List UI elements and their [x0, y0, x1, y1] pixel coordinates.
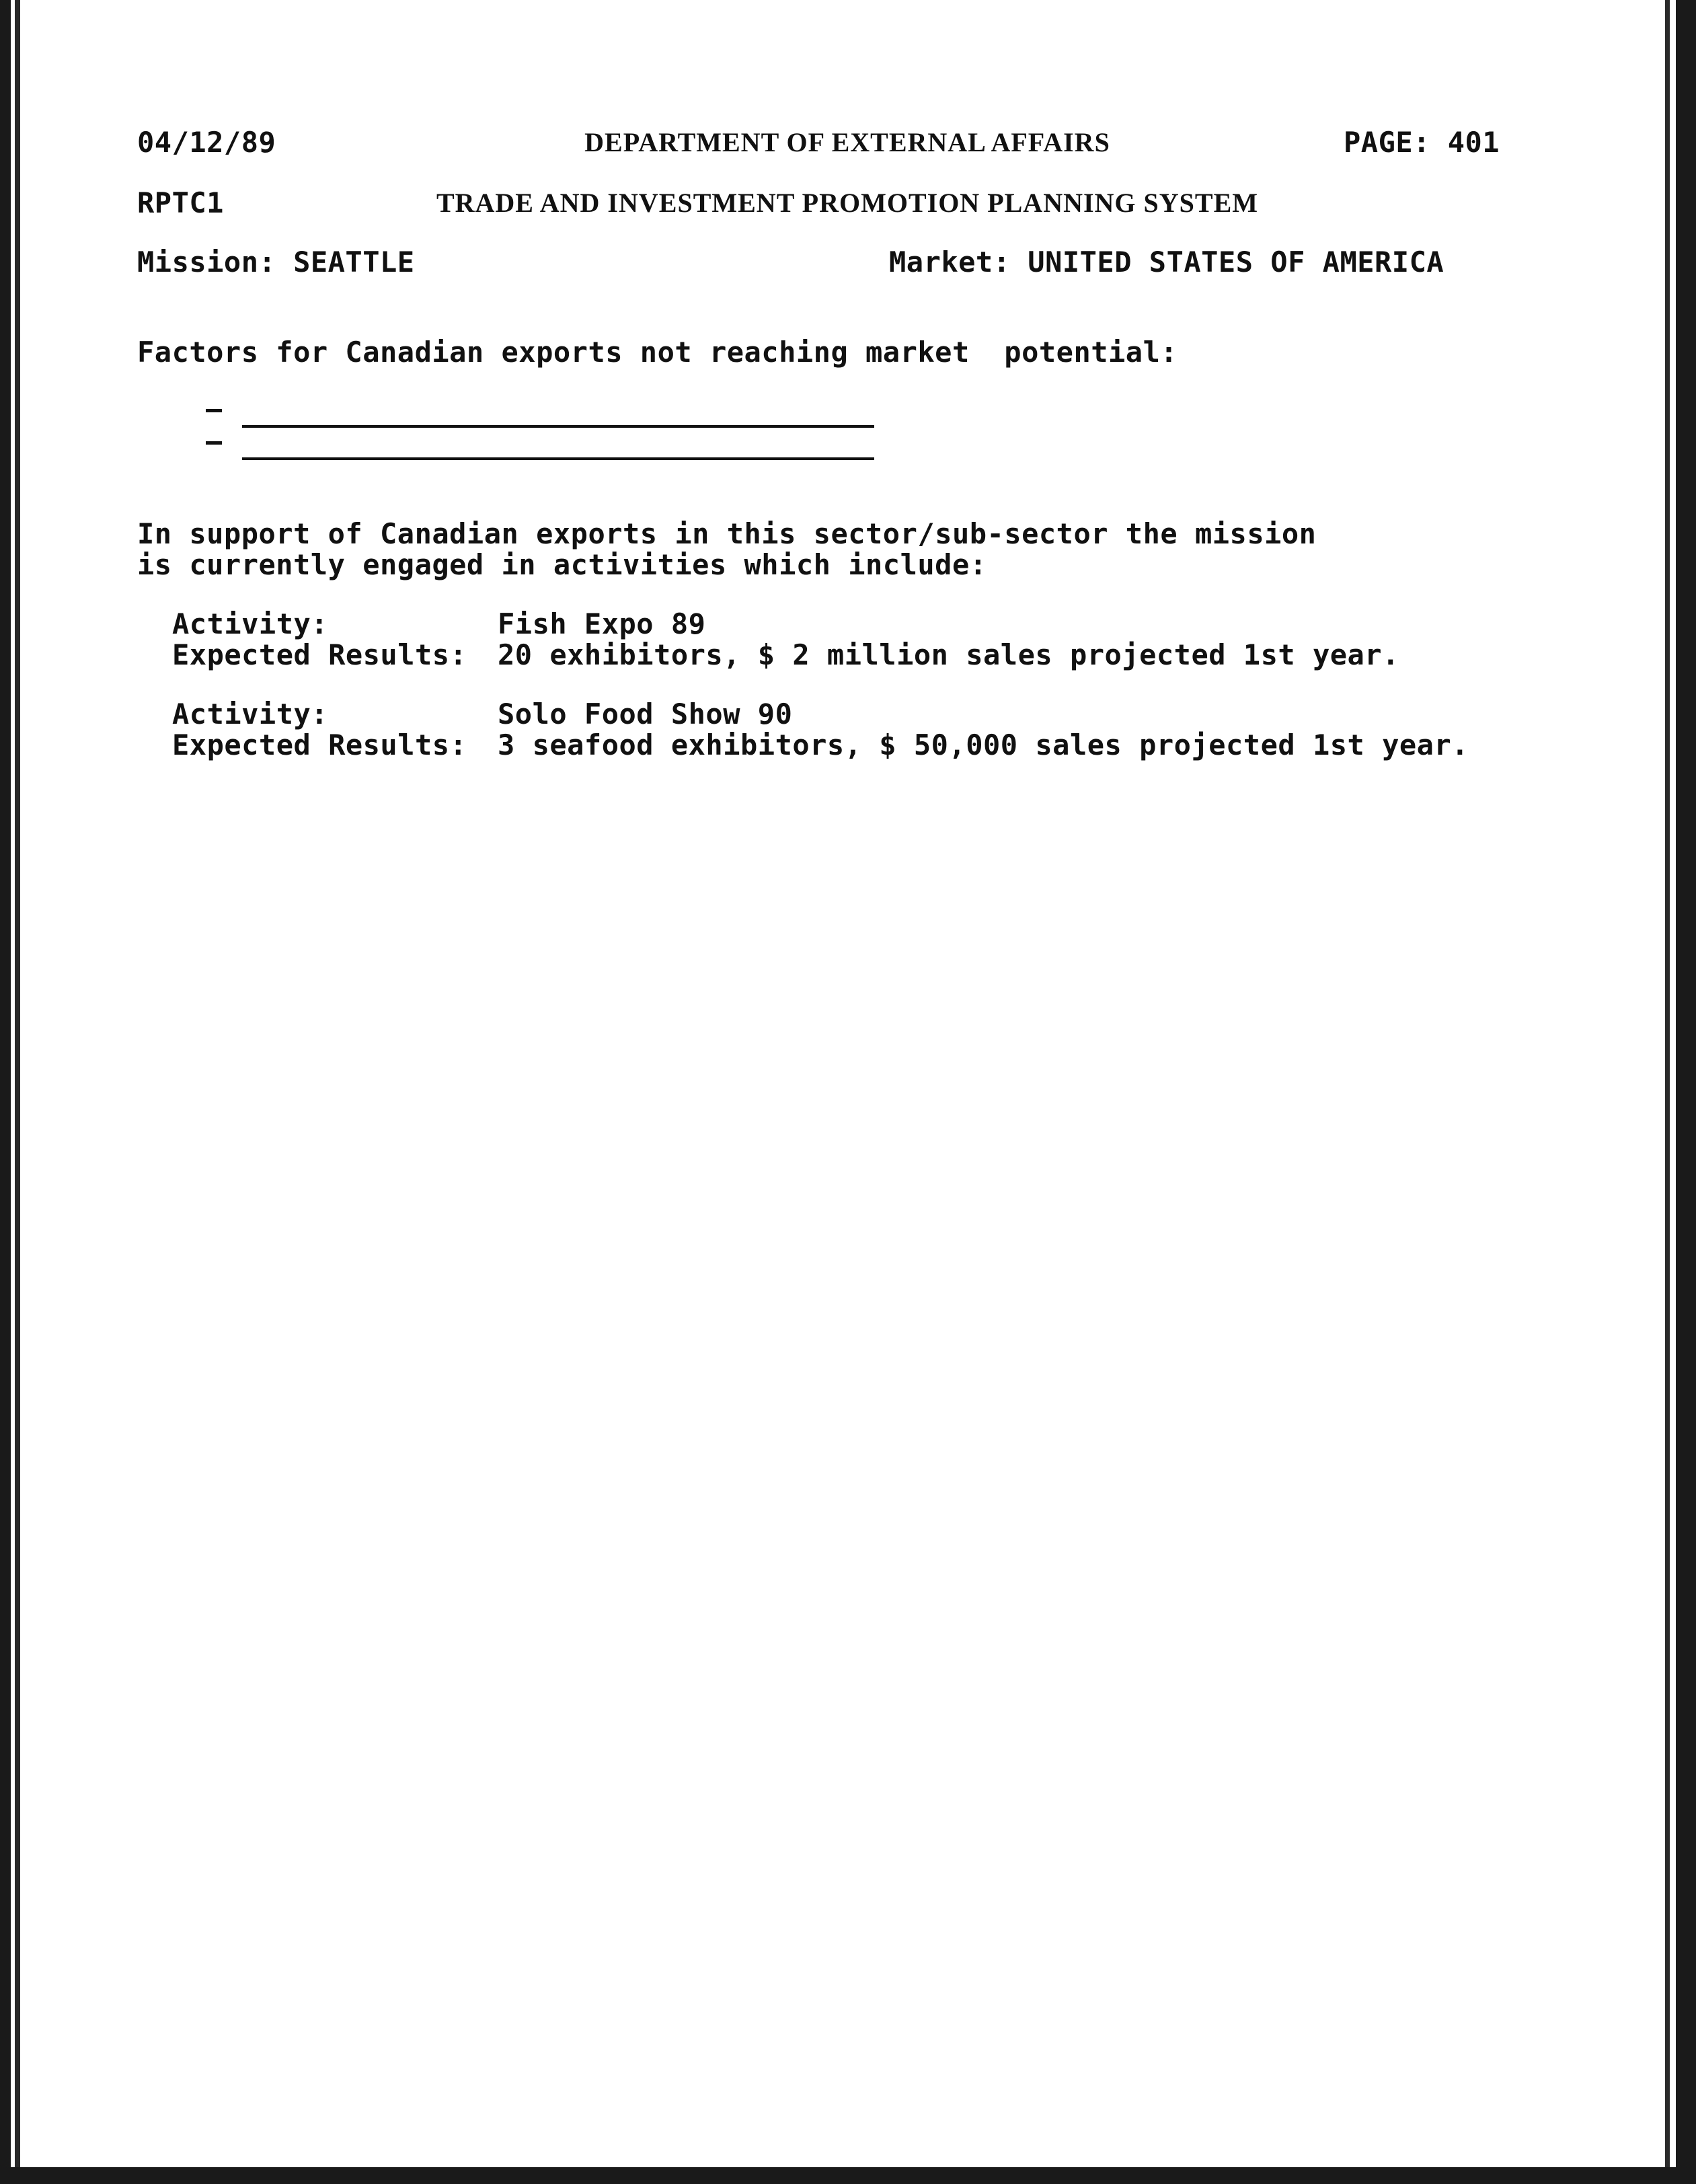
support-line-1: In support of Canadian exports in this sector/sub-sector the mission: [137, 517, 1317, 550]
market-label: Market: UNITED STATES OF AMERICA: [889, 246, 1444, 278]
page-number: PAGE: 401: [1344, 126, 1500, 159]
factors-heading: Factors for Canadian exports not reaching market potential:: [137, 336, 1178, 369]
scan-border-left-inner: [15, 0, 20, 2184]
expected-results-value: 3 seafood exhibitors, $ 50,000 sales projected 1st year.: [498, 728, 1469, 761]
system-title: TRADE AND INVESTMENT PROMOTION PLANNING SYSTEM: [436, 188, 1259, 218]
expected-results-value: 20 exhibitors, $ 2 million sales projected 1st year.: [498, 638, 1399, 671]
support-line-2: is currently engaged in activities which include:: [137, 548, 987, 581]
expected-results-label: Expected Results:: [172, 728, 467, 761]
activity-label: Activity:: [172, 607, 329, 640]
report-date: 04/12/89: [137, 126, 276, 159]
department-title: DEPARTMENT OF EXTERNAL AFFAIRS: [584, 127, 1110, 157]
expected-results-label: Expected Results:: [172, 638, 467, 671]
report-code: RPTC1: [137, 186, 224, 219]
factor-bullet-2: [206, 441, 222, 445]
scan-border-right-inner: [1665, 0, 1670, 2184]
mission-label: Mission: SEATTLE: [137, 246, 415, 278]
activity-value: Solo Food Show 90: [498, 698, 793, 730]
factor-blank-line-1: [242, 425, 874, 428]
factor-blank-line-2: [242, 457, 874, 460]
activity-value: Fish Expo 89: [498, 607, 706, 640]
scan-border-bottom: [0, 2167, 1696, 2184]
factor-bullet-1: [206, 409, 222, 412]
scan-border-left: [0, 0, 11, 2184]
activity-label: Activity:: [172, 698, 329, 730]
scan-border-right: [1676, 0, 1696, 2184]
